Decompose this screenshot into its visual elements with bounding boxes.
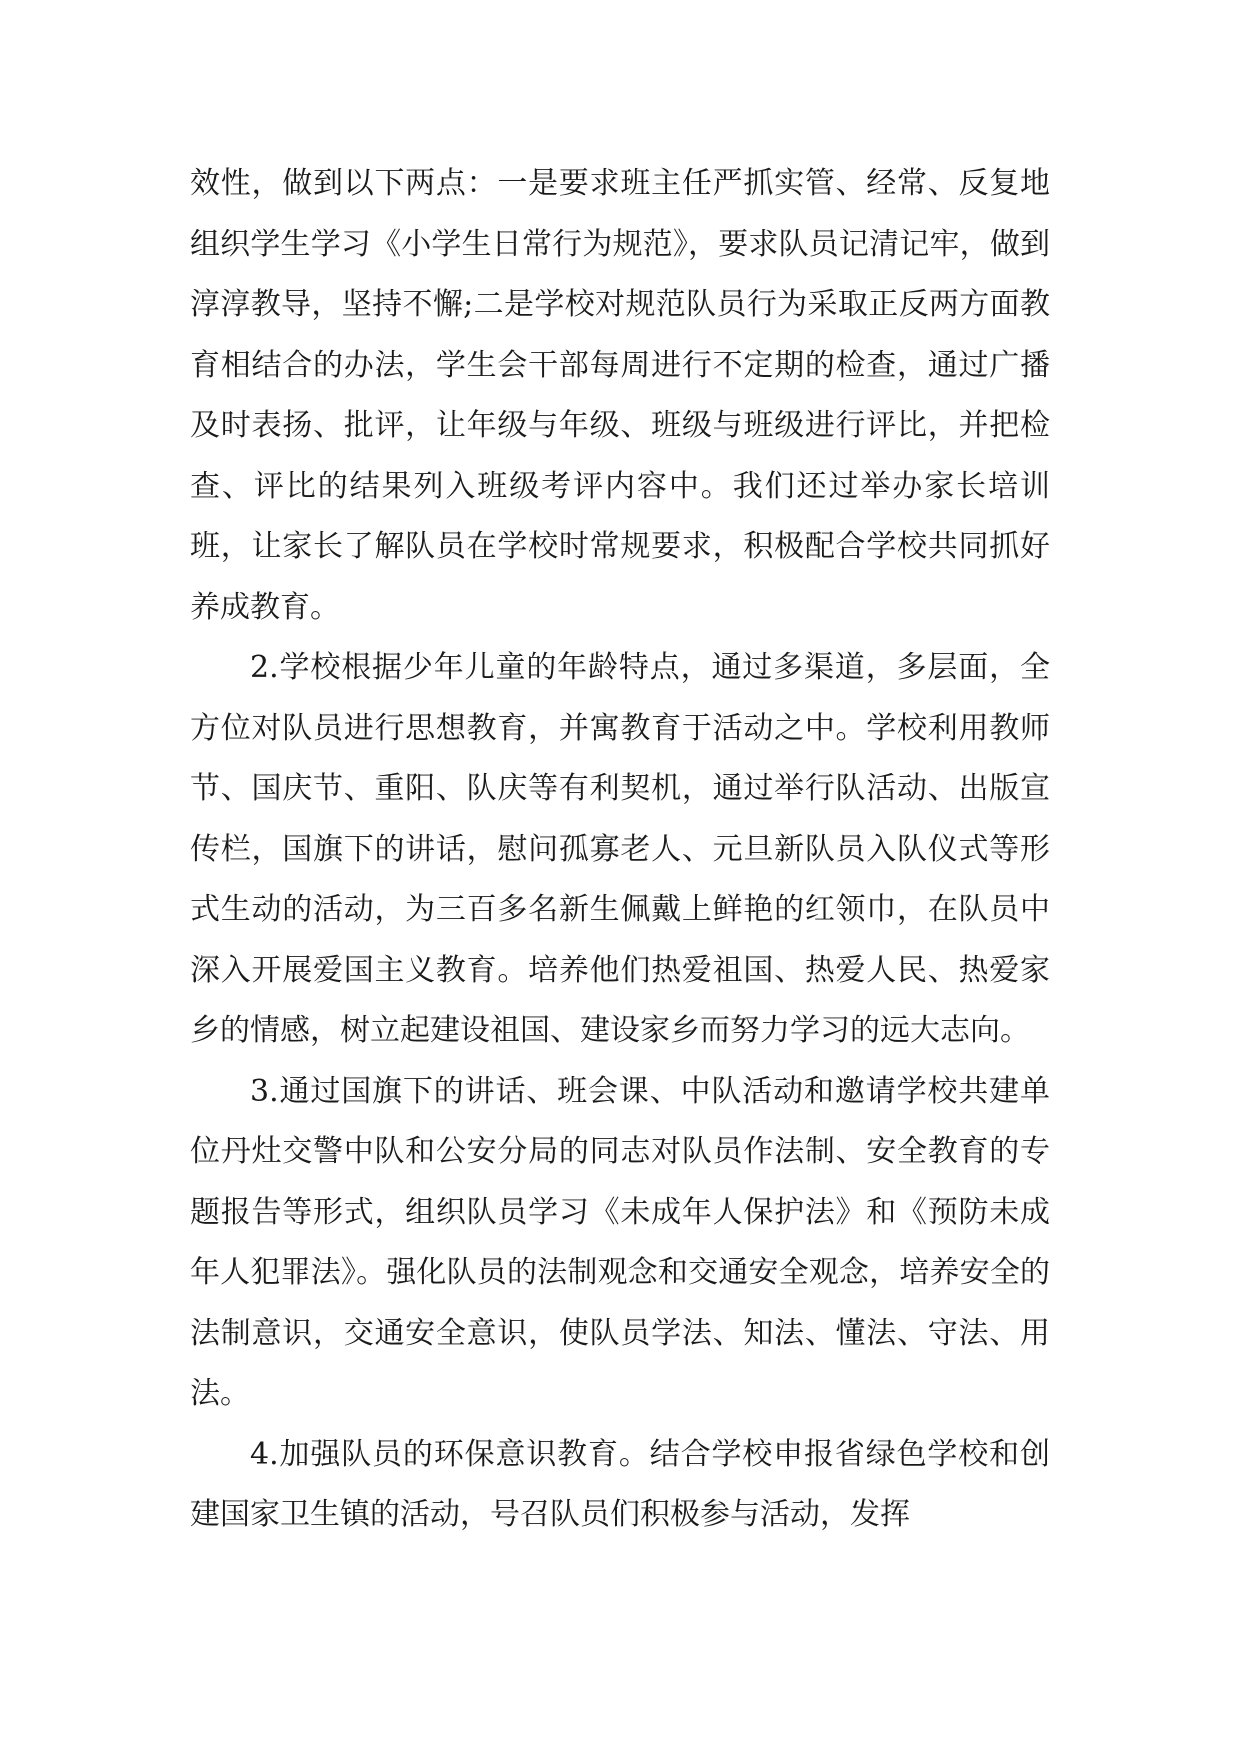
paragraph-continuation: 效性，做到以下两点：一是要求班主任严抓实管、经常、反复地组织学生学习《小学生日常行为规范》，要求队员记清记牢，做到淳淳教导，坚持不懈;二是学校对规范队员行为采取正反两方面教育相结合的办法，学生会干部每周进行不定期的检查，通过广播及时表扬、批评，让年级与年级、班级与班级进行评比，并把检查、评比的结果列入班级考评内容中。我们还过举办家长培训班，让家长了解队员在学校时常规要求，积极配合学校共同抓好养成教育。 [190,166,1050,625]
paragraph-item-3: 3.通过国旗下的讲话、班会课、中队活动和邀请学校共建单位丹灶交警中队和公安分局的同志对队员作法制、安全教育的专题报告等形式，组织队员学习《未成年人保护法》和《预防未成年人犯罪法》。强化队员的法制观念和交通安全观念，培养安全的法制意识，交通安全意识，使队员学法、知法、懂法、守法、用法。 [190,1073,1050,1411]
paragraph-item-2: 2.学校根据少年儿童的年龄特点，通过多渠道，多层面，全方位对队员进行思想教育，并寓教育于活动之中。学校利用教师节、国庆节、重阳、队庆等有利契机，通过举行队活动、出版宣传栏，国旗下的讲话，慰问孤寡老人、元旦新队员入队仪式等形式生动的活动，为三百多名新生佩戴上鲜艳的红领巾，在队员中深入开展爱国主义教育。培养他们热爱祖国、热爱人民、热爱家乡的情感，树立起建设祖国、建设家乡而努力学习的远大志向。 [190,650,1050,1048]
document-body [190,154,1050,1546]
paragraph-item-4: 4.加强队员的环保意识教育。结合学校申报省绿色学校和创建国家卫生镇的活动，号召队员们积极参与活动，发挥 [190,1436,1050,1532]
